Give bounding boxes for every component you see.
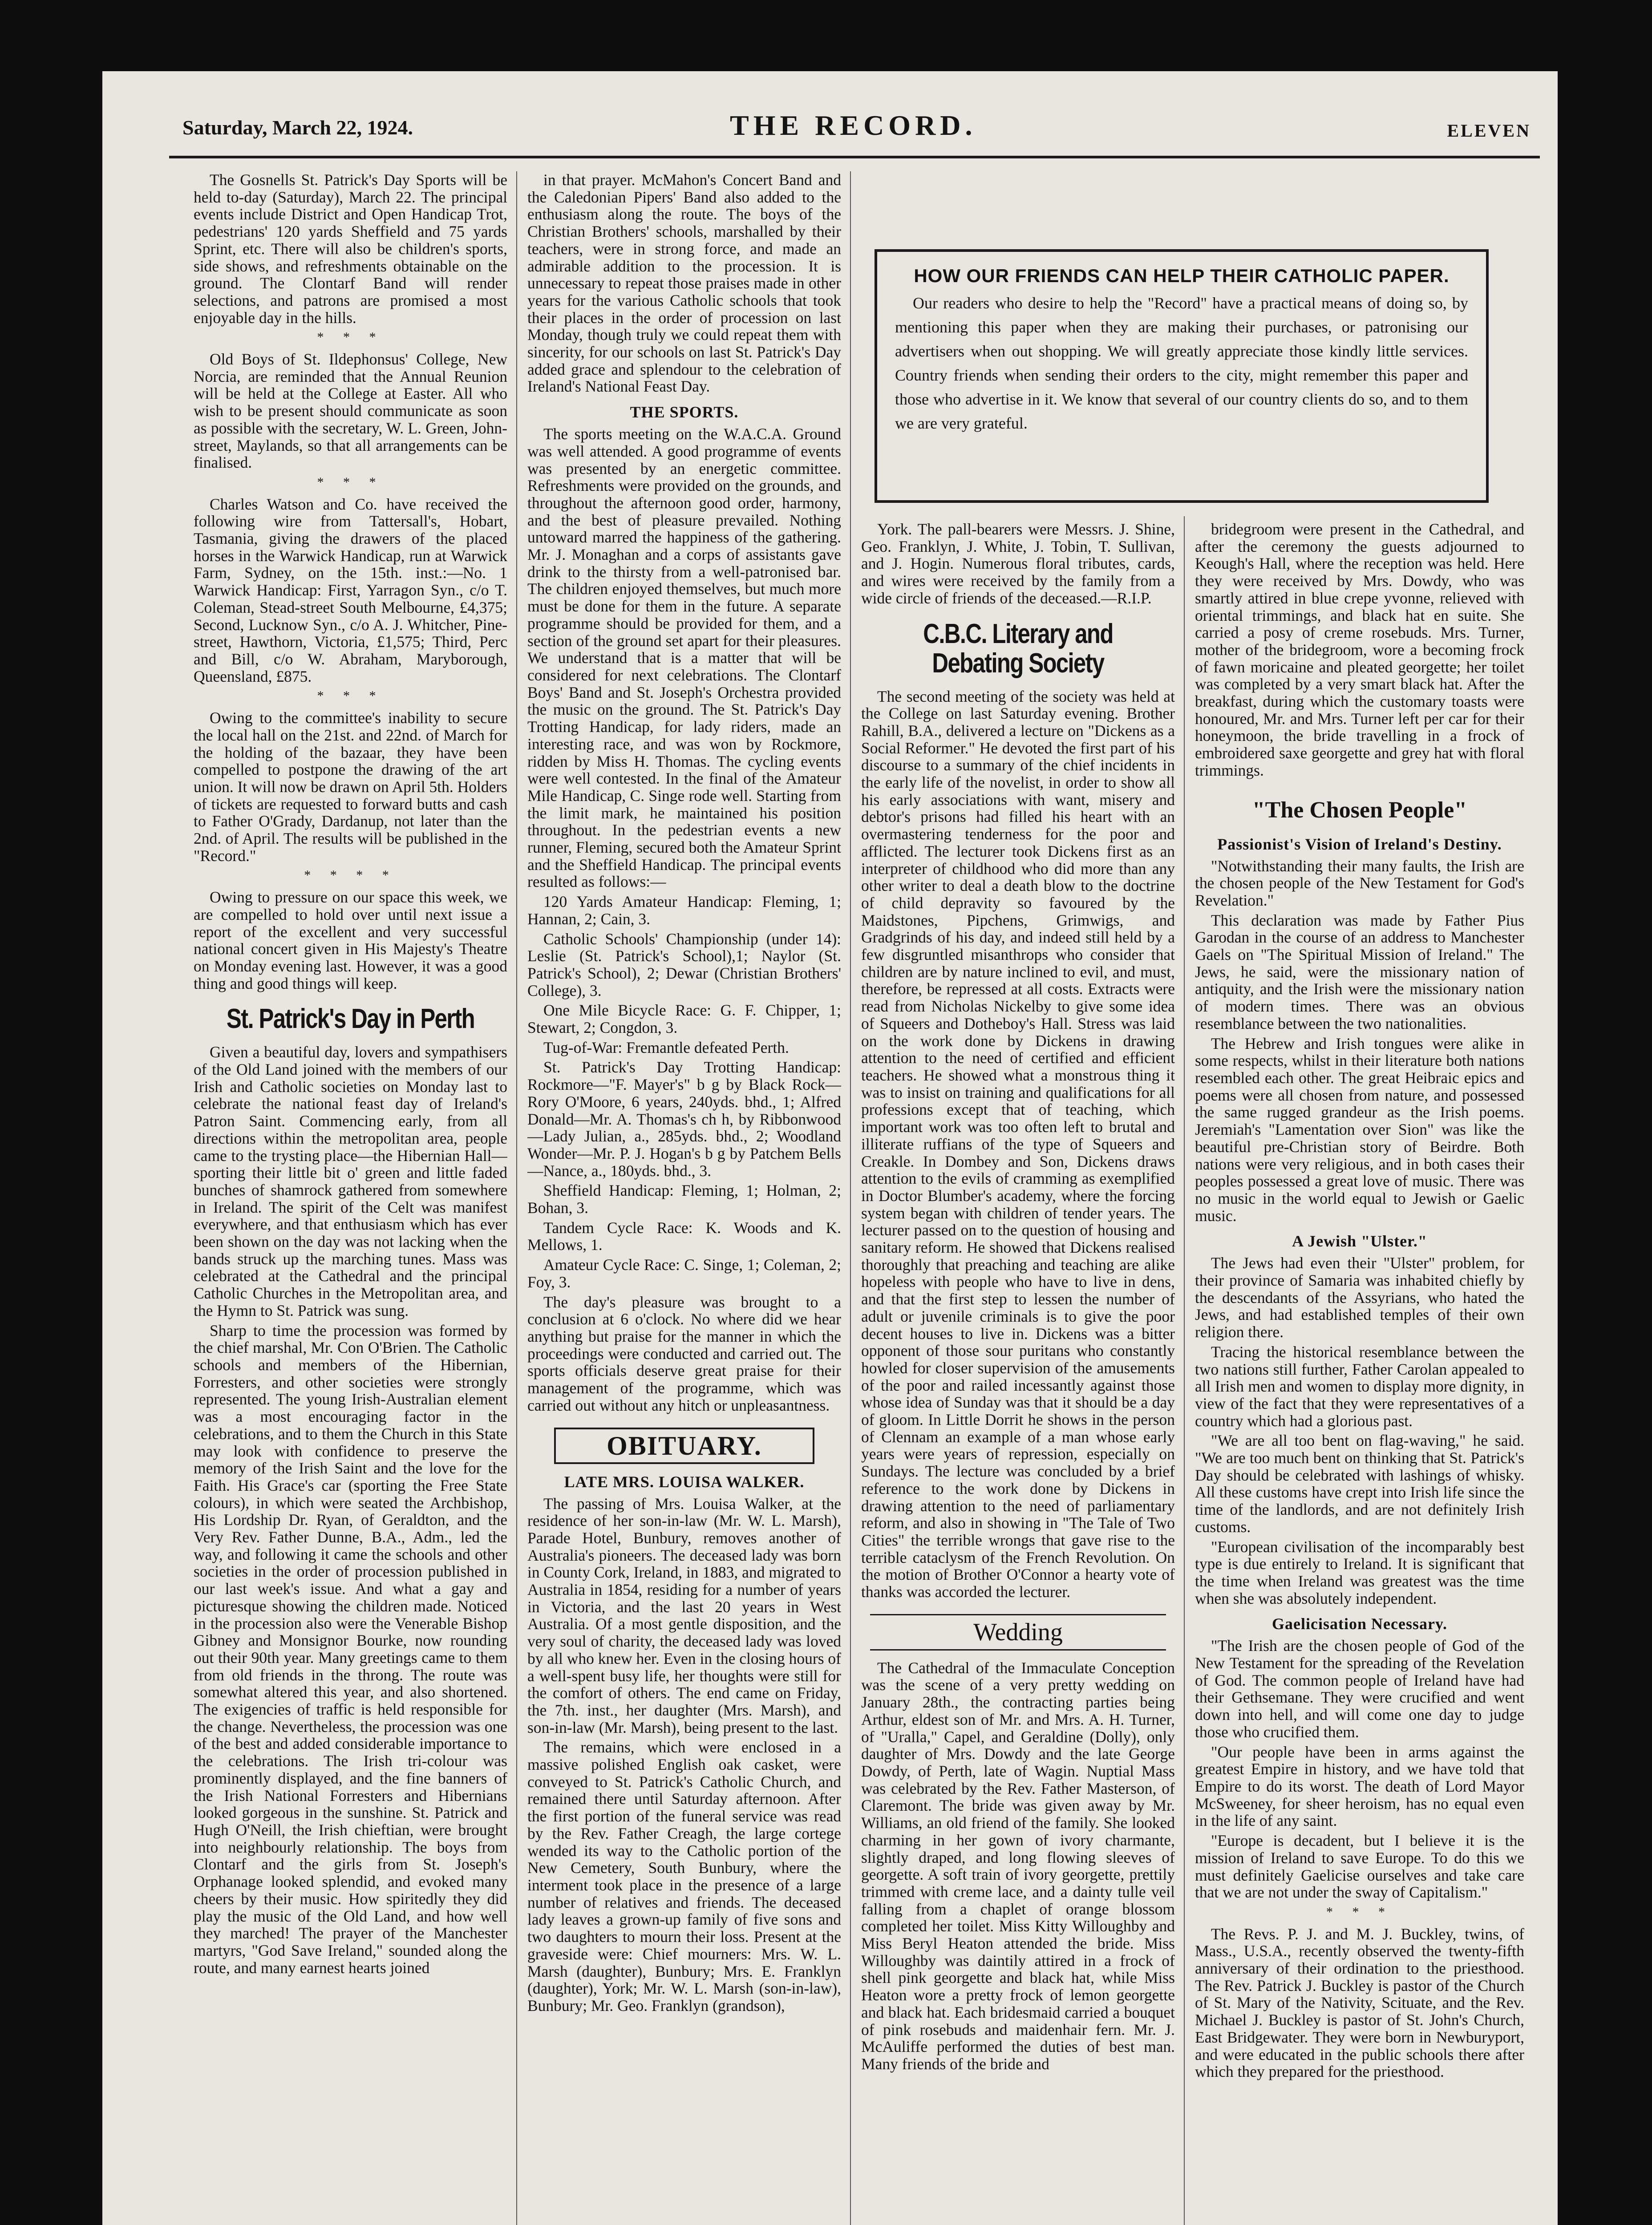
result-line: 120 Yards Amateur Handicap: Fleming, 1; Hannan, 2; Cain, 3. <box>527 893 841 928</box>
article-paragraph: The sports meeting on the W.A.C.A. Ground was well attended. A good programme of events was presented by an energetic committee. Refreshments were provided on the grounds, and throughout the afternoon good order, harmony, and the best of pleasure prevailed. Nothing untoward marred the happiness of the gathering. Mr. J. Monaghan and a corps of assistants gave drink to the thirsty from a well-patronised bar. The children enjoyed themselves, but much more must be done for them in the future. A separate programme should be provided for them, and a section of the ground set apart for their pleasures. We understand that is a matter that will be considered for next celebrations. The Clontarf Boys' Band and St. Joseph's Orchestra provided the music on the ground. The St. Patrick's Day Trotting Handicap, for lady riders, made an interesting race, and was won by Rockmore, ridden by Miss H. Thomas. The cycling events were well contested. In the final of the Amateur Mile Handicap, C. Singe rode well. Starting from the limit mark, he maintained his position throughout. In the pedestrian events a new runner, Fleming, secured both the Amateur Sprint and the Sheffield Handicap. The principal events resulted as follows:— <box>527 425 841 891</box>
notice-title: HOW OUR FRIENDS CAN HELP THEIR CATHOLIC PAPER. <box>914 265 1450 286</box>
obituary-subhead: LATE MRS. LOUISA WALKER. <box>564 1473 805 1491</box>
subhead-passionist: Passionist's Vision of Ireland's Destiny. <box>1217 835 1502 853</box>
result-line: Catholic Schools' Championship (under 14): Leslie (St. Patrick's School),1; Naylor (St. Patrick's School), 2; Dewar (Christian Brothers' College), 3. <box>527 930 841 999</box>
subhead-sports: THE SPORTS. <box>630 403 739 421</box>
headline-cbc-debating: C.B.C. Literary and Debating Society <box>923 618 1113 679</box>
column-3 <box>861 521 1175 2225</box>
article-paragraph: The Cathedral of the Immaculate Conception was the scene of a very pretty wedding on January 28th., the contracting parties being Arthur, eldest son of Mr. and Mrs. A. H. Turner, of "Uralla," Capel, and Geraldine (Dolly), only daughter of Mrs. Dowdy and the late George Dowdy, of Perth, late of Wagin. Nuptial Mass was celebrated by the Rev. Father Masterson, of Claremont. The bride was given away by Mr. Williams, an old friend of the family. She looked charming in her gown of ivory charmante, slightly draped, and long flowing sleeves of georgette. A soft train of ivory georgette, prettily trimmed with creme lace, and a dainty tulle veil falling from a chaplet of orange blossom completed her toilet. Miss Kitty Willoughby and Miss Beryl Heaton attended the bride. Miss Willoughby was daintily attired in a frock of shell pink georgette and black hat, while Miss Heaton wore a pretty frock of lemon georgette and black hat. Each bridesmaid carried a bouquet of pink rosebuds and maidenhair fern. Mr. J. McAuliffe performed the duties of best man. Many friends of the bride and <box>861 1659 1175 2073</box>
column-divider <box>516 171 517 2225</box>
article-paragraph: Charles Watson and Co. have received the following wire from Tattersall's, Hobart, Tasmania, giving the drawers of the placed horses in the Warwick Handicap, run at Warwick Farm, Sydney, on the 15th. inst.:—No. 1 Warwick Handicap: First, Yarragon Syn., c/o T. Coleman, Stead-street South Melbourne, £4,375; Second, Lucknow Syn., c/o A. J. Whitcher, Pine-street, Hawthorn, Victoria, £1,575; Third, Perc and Bill, c/o W. Abraham, Maryborough, Queensland, £875. <box>194 495 507 685</box>
result-line: Amateur Cycle Race: C. Singe, 1; Coleman, 2; Foy, 3. <box>527 1256 841 1291</box>
headline-chosen-people: "The Chosen People" <box>1252 797 1467 823</box>
article-paragraph: bridegroom were present in the Cathedral, and after the ceremony the guests adjourned to Keough's Hall, where the reception was held. Here they were received by Mrs. Dowdy, who was smartly attired in blue crepe yvonne, relieved with oriental trimmings, and black hat en suite. She carried a posy of creme rosebuds. Mrs. Turner, mother of the bridegroom, wore a becoming frock of fawn moricaine and pleated georgette; her toilet was completed by a very smart black hat. After the breakfast, during which the customary toasts were honoured, Mr. and Mrs. Turner left per car for their honeymoon, the bride travelling in a frock of embroidered saxe georgette and grey hat with floral trimmings. <box>1195 521 1524 779</box>
column-2 <box>527 171 841 2225</box>
page-number: ELEVEN <box>1447 121 1531 141</box>
article-paragraph: Tracing the historical resemblance between the two nations still further, Father Carolan appealed to all Irish men and women to display more dignity, in view of the fact that they were representatives of a country which had a glorious past. <box>1195 1343 1524 1430</box>
article-paragraph: The Revs. P. J. and M. J. Buckley, twins, of Mass., U.S.A., recently observed the twenty-fifth anniversary of their ordination to the priesthood. The Rev. Patrick J. Buckley is pastor of the Church of St. Mary of the Nativity, Scituate, and the Rev. Michael J. Buckley is pastor of St. John's Church, East Bridgewater. They were born in Newburyport, and were educated in the public schools there after which they prepared for the priesthood. <box>1195 1925 1524 2081</box>
article-paragraph: Owing to pressure on our space this week, we are compelled to hold over until next issue a report of the excellent and very successful national concert given in His Majesty's Theatre on Monday evening last. However, it was a good thing and good things will keep. <box>194 888 507 992</box>
subhead-jewish-ulster: A Jewish "Ulster." <box>1292 1232 1427 1250</box>
result-line: Sheffield Handicap: Fleming, 1; Holman, 2; Bohan, 3. <box>527 1181 841 1217</box>
separator-stars: * * * <box>317 330 384 345</box>
article-paragraph: This declaration was made by Father Pius Garodan in the course of an address to Manchester Gaels on "The Spiritual Mission of Ireland." The Jews, he said, were the missionary nation of antiquity, and the Irish were the missionary nation of modern times. There was an obvious resemblance between the two nationalities. <box>1195 911 1524 1032</box>
article-paragraph: "Europe is decadent, but I believe it is the mission of Ireland to save Europe. To do this we must definitely Gaelicise ourselves and take care that we are not under the sway of Capitalism." <box>1195 1832 1524 1901</box>
result-line: St. Patrick's Day Trotting Handicap: Rockmore—"F. Mayer's" b g by Black Rock—Rory O'Moore, 6 years, 240yds. bhd., 1; Alfred Donald—Mr. A. Thomas's ch h, by Ribbonwood—Lady Julian, a., 285yds. bhd., 2; Woodland Wonder—Mr. P. J. Hogan's b g by Patchem Bells—Nance, a., 180yds. bhd., 3. <box>527 1058 841 1180</box>
headline-st-patricks-day: St. Patrick's Day in Perth <box>226 1003 475 1035</box>
article-paragraph: in that prayer. McMahon's Concert Band and the Caledonian Pipers' Band also added to the enthusiasm along the route. The boys of the Christian Brothers' schools, marshalled by their teachers, were in strong force, and made an admirable addition to the procession. It is unnecessary to repeat those praises made in other years for the various Catholic schools that took their places in the order of procession on last Monday, though truly we could repeat them with sincerity, for our schools on last St. Patrick's Day added grace and splendour to the celebration of Ireland's National Feast Day. <box>527 171 841 396</box>
article-paragraph: The second meeting of the society was held at the College on last Saturday evening. Brother Rahill, B.A., delivered a lecture on "Dickens as a Social Reformer." He devoted the first part of his discourse to a summary of the chief incidents in the early life of the novelist, in order to show all his early associations with want, misery and debtor's prisons had filled his heart with an overmastering tenderness for the poor and afflicted. The lecturer took Dickens first as an interpreter of childhood who did more than any other writer to deal a death blow to the doctrine of child depravity so favoured by the Maidstones, Pipchens, Grimwigs, and Gradgrinds of his day, and indeed still held by a few disgruntled misanthrops who consider that children are by nature inclined to evil, and must, therefore, be repressed at all costs. Extracts were read from Nicholas Nickelby to give some idea of Squeers and Dotheboy's Hall. Stress was laid on the work done by Dickens in drawing attention to the need of certified and efficient teachers. He showed what a monstrous thing it was to insist on training and qualifications for all professions except that of teaching, which important work was too often left to brutal and illiterate ruffians of the type of Squeers and Creakle. In Dombey and Son, Dickens draws attention to the evils of cramming as exemplified in Doctor Blumber's academy, where the forcing system began with children of tender years. The lecturer passed on to the question of housing and sanitary reform. He showed that Dickens realised thoroughly that preaching and teaching are alike hopeless with people who have to live in dens, and that the first step to lessen the number of adult or juvenile criminals is to give the poor decent houses to live in. Dickens was a bitter opponent of those sour puritans who constantly howled for closer supervision of the amusements of the poor and railed incessantly against those whose idea of Sunday was that it should be a day of gloom. In Little Dorrit he shows in the person of Clennam an example of a man whose early years were years of repression, especially on Sundays. The lecture was concluded by a brief reference to the work done by Dickens in drawing attention to the need of parliamentary reform, and also in showing in "The Tale of Two Cities" the terrible wrongs that gave rise to the terrible cataclysm of the French Revolution. On the motion of Brother O'Connor a hearty vote of thanks was accorded the lecturer. <box>861 687 1175 1601</box>
article-paragraph: "We are all too bent on flag-waving," he said. "We are too much bent on thinking that St. Patrick's Day should be celebrated with lashings of whisky. All these customs have crept into Irish life since the time of the landlords, and are not definitely Irish customs. <box>1195 1432 1524 1536</box>
masthead-title: THE RECORD. <box>730 109 977 141</box>
notice-text: Our readers who desire to help the "Record" have a practical means of doing so, by mentioning this paper when they are making their purchases, or patronising our advertisers when out shopping. We will greatly appreciate those kindly little services. Country friends when sending their orders to the city, might remember this paper and those who advertise in it. We know that several of our country clients do so, and to them we are very grateful. <box>895 294 1468 432</box>
column-1 <box>194 171 507 2225</box>
article-paragraph: "European civilisation of the incomparably best type is due entirely to Ireland. It is significant that the time when Ireland was greatest was the time when she was absolutely independent. <box>1195 1537 1524 1607</box>
result-line: Tandem Cycle Race: K. Woods and K. Mellows, 1. <box>527 1218 841 1254</box>
article-paragraph: Given a beautiful day, lovers and sympathisers of the Old Land joined with the members of our Irish and Catholic societies on Monday last to celebrate the national feast day of Ireland's Patron Saint. Commencing early, from all directions within the metropolitan area, people came to the trysting place—the Hibernian Hall—sporting their little bit o' green and little faded bunches of shamrock gathered from somewhere in Ireland. The spirit of the Celt was manifest everywhere, and that enthusiasm which has ever been shown on the day was not lacking when the bands struck up the marching tunes. Mass was celebrated at the Cathedral and the principal Catholic Churches in the Metropolitan area, and the Hymn to St. Patrick was sung. <box>194 1043 507 1319</box>
article-paragraph: "Notwithstanding their many faults, the Irish are the chosen people of the New Testament for God's Revelation." <box>1195 857 1524 909</box>
heading-wedding: Wedding <box>870 1614 1166 1651</box>
separator-stars: * * * <box>317 688 384 704</box>
column-divider <box>850 171 851 2225</box>
column-divider <box>1184 516 1185 2225</box>
notice-box <box>875 249 1489 503</box>
issue-date: Saturday, March 22, 1924. <box>182 116 413 139</box>
article-paragraph: The remains, which were enclosed in a massive polished English oak casket, were conveyed to St. Patrick's Catholic Church, and remained there until Saturday afternoon. After the first portion of the funeral service was read by the Rev. Father Creagh, the large cortege wended its way to the Catholic portion of the New Cemetery, South Bunbury, where the interment took place in the presence of a large number of relatives and friends. The deceased lady leaves a grown-up family of five sons and two daughters to mourn their loss. Present at the graveside were: Chief mourners: Mrs. W. L. Marsh (daughter), Bunbury; Mrs. E. Franklyn (daughter), York; Mr. W. L. Marsh (son-in-law), Bunbury; Mr. Geo. Franklyn (grandson), <box>527 1738 841 2015</box>
separator-stars: * * * <box>1326 1904 1393 1919</box>
result-line: Tug-of-War: Fremantle defeated Perth. <box>543 1038 789 1056</box>
column-4 <box>1195 521 1524 2225</box>
article-paragraph: "Our people have been in arms against the greatest Empire in history, and we have told that Empire to do its worst. The death of Lord Mayor McSweeney, for sheer heroism, has no equal even in the life of any saint. <box>1195 1743 1524 1830</box>
article-paragraph: York. The pall-bearers were Messrs. J. Shine, Geo. Franklyn, J. White, J. Tobin, T. Sullivan, and J. Hogin. Numerous floral tributes, cards, and wires were received by the family from a wide circle of friends of the deceased.—R.I.P. <box>861 521 1175 607</box>
article-paragraph: The Hebrew and Irish tongues were alike in some respects, whilst in their literature both nations resembled each other. The great Heibraic epics and poems were all chosen from nature, and possessed the same rugged grandeur as the Irish poems. Jeremiah's "Lamentation over Sion" was like the beautiful pre-Christian story of Beirdre. Both nations were very religious, and in both cases their peoples possessed a great love of music. There was no music in the world equal to Jewish or Gaelic music. <box>1195 1034 1524 1225</box>
article-paragraph: The passing of Mrs. Louisa Walker, at the residence of her son-in-law (Mr. W. L. Marsh), Parade Hotel, Bunbury, removes another of Australia's pioneers. The deceased lady was born in County Cork, Ireland, in 1883, and migrated to Australia in 1854, residing for a number of years in Victoria, and the last 20 years in West Australia. Of a most gentle disposition, and the very soul of charity, the deceased lady was loved by all who knew her. Even in the closing hours of a well-spent busy life, her thoughts were still for the comfort of others. The end came on Friday, the 7th. inst., her daughter (Mrs. Marsh), and son-in-law (Mr. Marsh), being present to the last. <box>527 1494 841 1736</box>
article-paragraph: "The Irish are the chosen people of God of the New Testament for the spreading of the Revelation of God. The common people of Ireland have had their Gethsemane. They were crucified and went down into hell, and will come one day to judge those who crucified them. <box>1195 1637 1524 1741</box>
newspaper-page <box>102 71 1558 2225</box>
obituary-heading: OBITUARY. <box>554 1428 814 1464</box>
header-rule <box>169 156 1540 158</box>
article-paragraph: Old Boys of St. Ildephonsus' College, New Norcia, are reminded that the Annual Reunion will be held at the College at Easter. All who wish to be present should communicate as soon as possible with the secretary, W. L. Green, John-street, Maylands, so that all arrangements can be finalised. <box>194 350 507 472</box>
separator-stars: * * * <box>317 474 384 490</box>
article-paragraph: The Jews had even their "Ulster" problem, for their province of Samaria was inhabited chiefly by the descendants of the Assyrians, who hated the Jews, and had established temples of their own religion there. <box>1195 1254 1524 1341</box>
separator-stars: * * * * <box>304 868 397 883</box>
article-paragraph: Owing to the committee's inability to secure the local hall on the 21st. and 22nd. of March for the holding of the bazaar, they have been compelled to postpone the drawing of the art union. It will now be drawn on April 5th. Holders of tickets are requested to forward butts and cash to Father O'Grady, Dardanup, not later than the 2nd. of April. The results will be published in the "Record." <box>194 709 507 865</box>
article-paragraph: The day's pleasure was brought to a conclusion at 6 o'clock. No where did we hear anything but praise for the manner in which the proceedings were conducted and carried out. The sports officials deserve great praise for their management of the programme, which was carried out without any hitch or unpleasantness. <box>527 1293 841 1414</box>
article-paragraph: The Gosnells St. Patrick's Day Sports will be held to-day (Saturday), March 22. The principal events include District and Open Handicap Trot, pedestrians' 120 yards Sheffield and 75 yards Sprint, etc. There will also be children's sports, side shows, and refreshments obtainable on the ground. The Clontarf Band will render selections, and patrons are promised a most enjoyable day in the hills. <box>194 171 507 327</box>
article-paragraph: Sharp to time the procession was formed by the chief marshal, Mr. Con O'Brien. The Catholic schools and members of the Hibernian, Forresters, and other societies were strongly represented. The young Irish-Australian element was a most encouraging factor in the celebrations, and to them the Church in this State may look with confidence to preserve the memory of the Irish Saint and the love for the Faith. His Grace's car (sporting the Free State colours), in which were seated the Archbishop, His Lordship Dr. Ryan, of Geraldton, and the Very Rev. Father Dunne, B.A., Adm., led the way, and following it came the schools and other societies in the order of procession published in our last week's issue. And what a gay and picturesque showing the children made. Noticed in the procession also were the Venerable Bishop Gibney and Monsignor Bourke, now rounding out their 90th year. Many greetings came to them from old friends in the throng. The route was somewhat altered this year, and also shortened. The exigencies of traffic is held responsible for the change. Nevertheless, the procession was one of the best and added considerable importance to the celebrations. The Irish tri-colour was prominently displayed, and the fine banners of the Irish National Forresters and Hibernians looked gorgeous in the sunshine. St. Patrick and Hugh O'Neill, the Irish chieftian, were brought into neighbourly relationship. The boys from Clontarf and the girls from St. Joseph's Orphanage looked splendid, and evoked many cheers by their music. How spiritedly they did play the music of the Old Land, and how well they marched! The prayer of the Manchester martyrs, "God Save Ireland," sounded along the route, and many earnest hearts joined <box>194 1321 507 1977</box>
result-line: One Mile Bicycle Race: G. F. Chipper, 1; Stewart, 2; Congdon, 3. <box>527 1001 841 1037</box>
subhead-gaelicisation: Gaelicisation Necessary. <box>1272 1615 1447 1633</box>
